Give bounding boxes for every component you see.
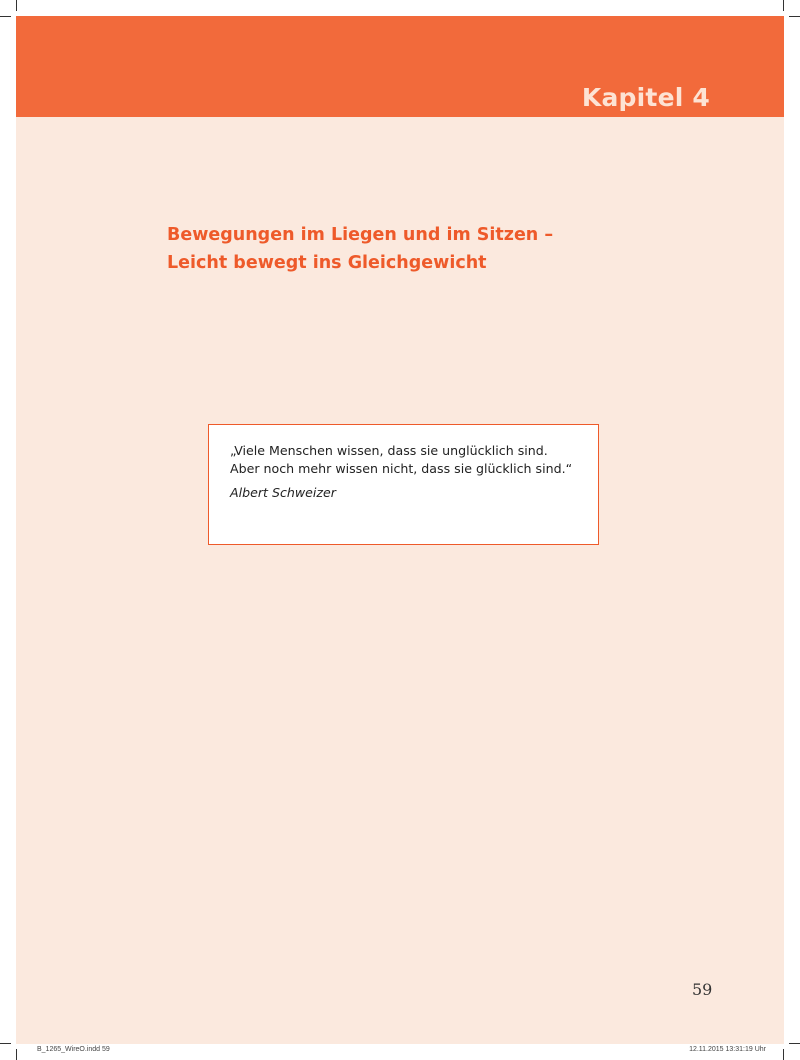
crop-mark bbox=[16, 0, 17, 11]
crop-mark bbox=[789, 16, 800, 17]
crop-mark bbox=[0, 1043, 11, 1044]
chapter-title-line-1: Bewegungen im Liegen und im Sitzen – bbox=[167, 225, 554, 245]
crop-mark bbox=[783, 0, 784, 11]
chapter-title bbox=[167, 221, 553, 277]
crop-mark bbox=[789, 1043, 800, 1044]
print-slug-right: 12.11.2015 13:31:19 Uhr bbox=[689, 1046, 766, 1053]
quote-box bbox=[208, 424, 599, 545]
quote-author: Albert Schweizer bbox=[230, 485, 336, 500]
crop-mark bbox=[16, 1049, 17, 1060]
chapter-title-line-2: Leicht bewegt ins Gleichgewicht bbox=[167, 253, 487, 273]
chapter-label: Kapitel 4 bbox=[581, 83, 710, 112]
quote-line-2: Aber noch mehr wissen nicht, dass sie glücklich sind.“ bbox=[230, 461, 573, 476]
page-number: 59 bbox=[692, 980, 713, 999]
quote-text bbox=[230, 442, 572, 478]
crop-mark bbox=[0, 16, 11, 17]
crop-mark bbox=[783, 1049, 784, 1060]
print-slug-left: B_1265_WireO.indd 59 bbox=[37, 1046, 110, 1053]
quote-line-1: „Viele Menschen wissen, dass sie unglücklich sind. bbox=[230, 443, 548, 458]
